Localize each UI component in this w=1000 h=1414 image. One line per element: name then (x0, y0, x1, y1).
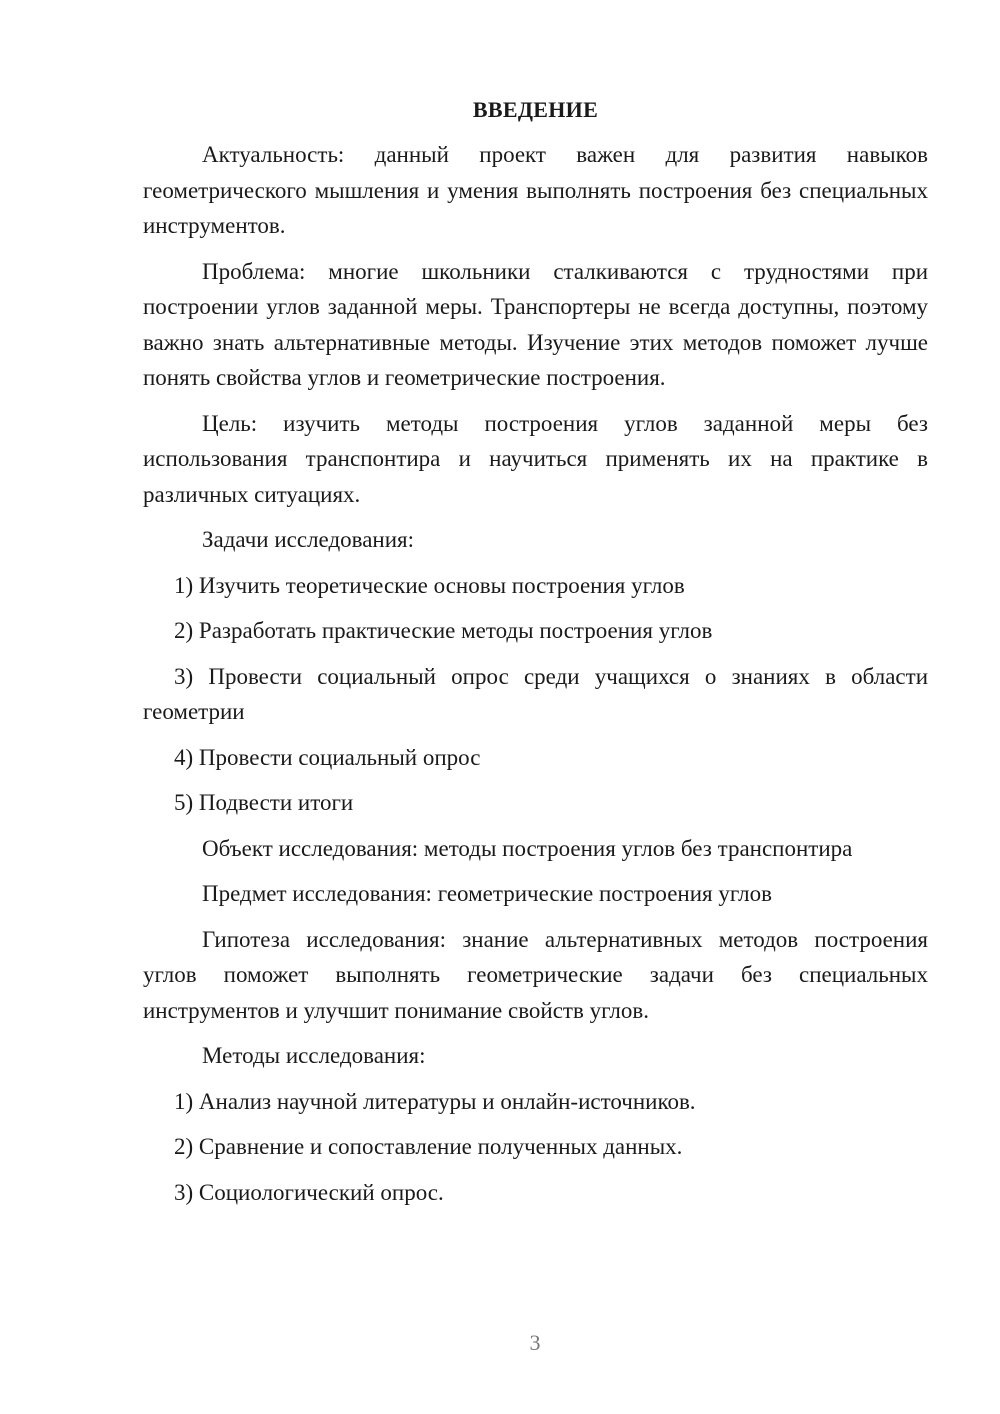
method-item-3: 3) Социологический опрос. (174, 1179, 444, 1205)
task-item-5: 5) Подвести итоги (174, 790, 354, 815)
method-item-1: 1) Анализ научной литературы и онлайн-источников. (174, 1088, 696, 1114)
method-item-2: 2) Сравнение и сопоставление полученных данных. (174, 1134, 683, 1159)
goal-paragraph: Цель: изучить методы построения углов заданной меры без использования транспонтира и научиться применять их на практике в различных ситуациях. (143, 410, 928, 507)
page-title: ВВЕДЕНИЕ (472, 97, 599, 122)
task-item-4: 4) Провести социальный опрос (174, 744, 481, 770)
task-item-2: 2) Разработать практические методы построения углов (174, 618, 713, 643)
tasks-heading: Задачи исследования: (202, 527, 415, 552)
page-number: 3 (529, 1330, 541, 1355)
research-subject: Предмет исследования: геометрические построения углов (202, 881, 772, 906)
research-object: Объект исследования: методы построения углов без транспонтира (202, 835, 853, 861)
document-page (143, 92, 928, 1220)
methods-heading: Методы исследования: (202, 1043, 426, 1068)
task-item-1: 1) Изучить теоретические основы построения углов (174, 572, 685, 598)
task-item-3: 3) Провести социальный опрос среди учащихся о знаниях в области геометрии (143, 663, 928, 724)
problem-paragraph: Проблема: многие школьники сталкиваются с трудностями при построении углов заданной меры. Транспортеры не всегда доступны, поэтому важно знать альтернативные методы. Изучение этих методов поможет лучше понять свойства углов и геометрические построения. (143, 258, 928, 390)
relevance-paragraph: Актуальность: данный проект важен для развития навыков геометрического мышления и умения выполнять построения без специальных инструментов. (143, 142, 928, 238)
hypothesis-paragraph: Гипотеза исследования: знание альтернативных методов построения углов поможет выполнять геометрические задачи без специальных инструментов и улучшит понимание свойств углов. (143, 926, 928, 1023)
